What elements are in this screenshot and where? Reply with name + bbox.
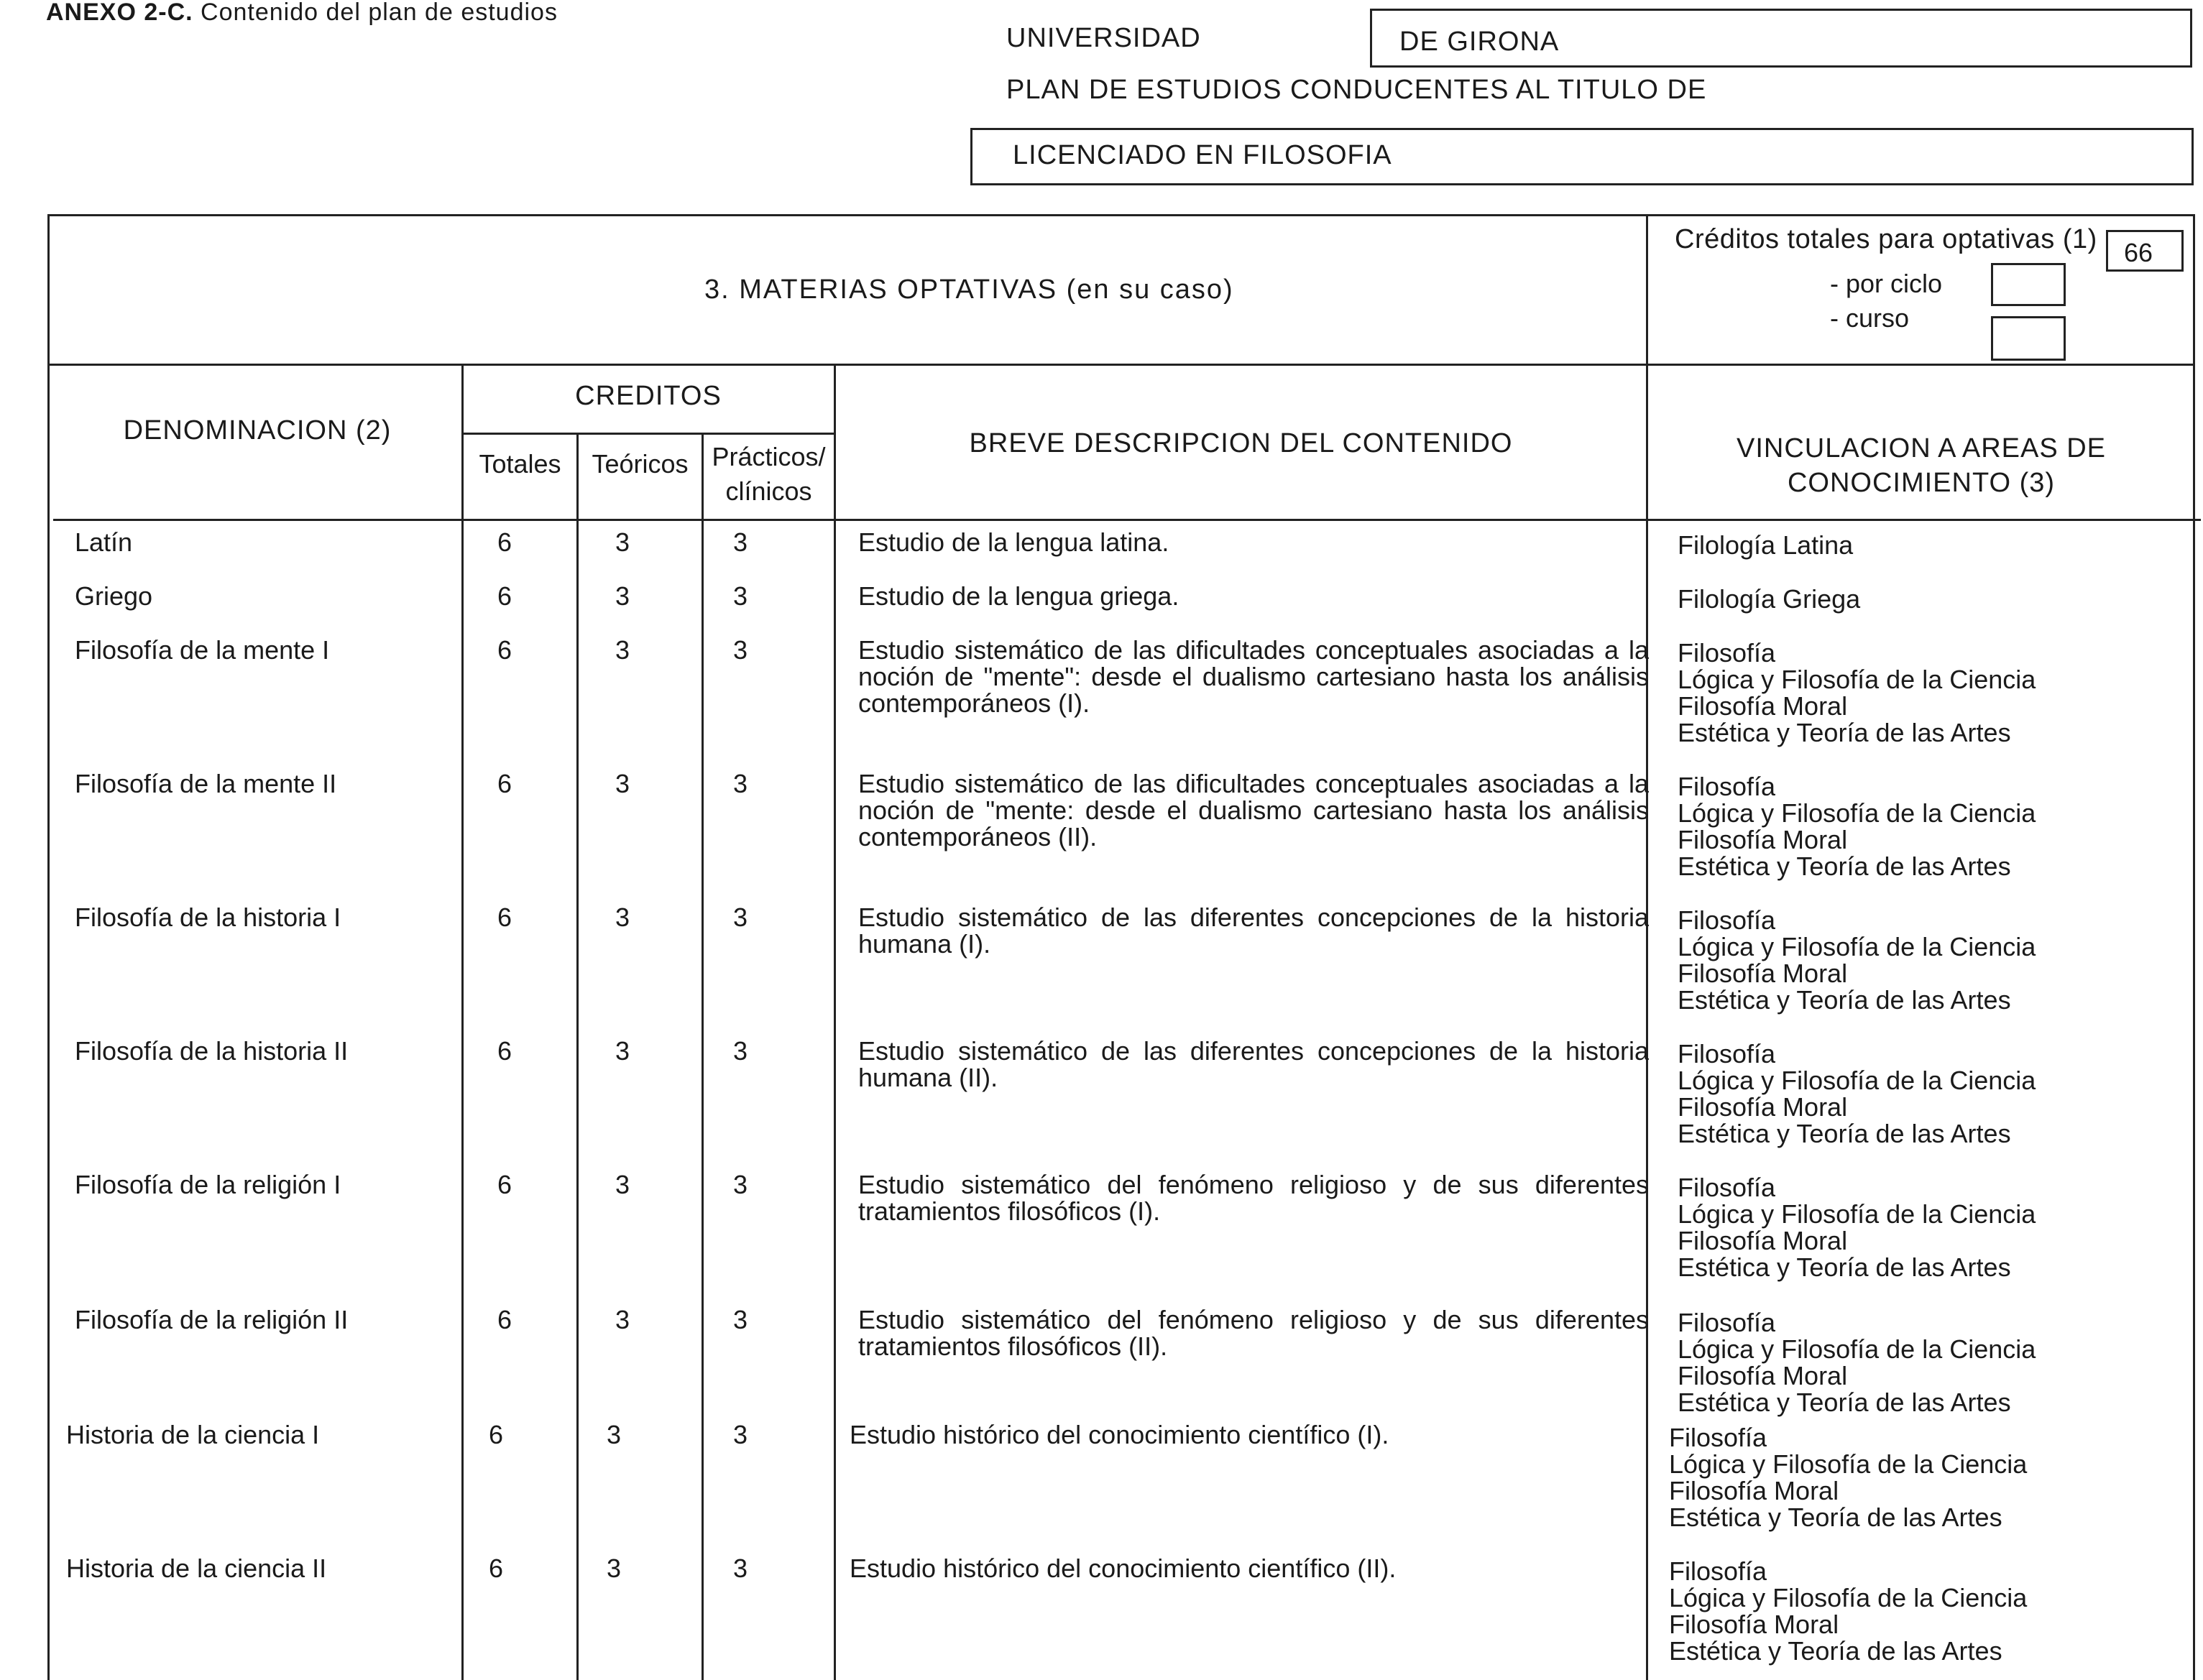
- col-totales: Totales: [479, 449, 561, 479]
- row-practicos: 3: [733, 903, 748, 932]
- plan-label: PLAN DE ESTUDIOS CONDUCENTES AL TITULO DE: [1006, 75, 1707, 105]
- row-teoricos: 3: [615, 1305, 630, 1334]
- row-denominacion: Filosofía de la religión II: [75, 1305, 349, 1334]
- row-practicos: 3: [733, 1170, 748, 1199]
- col-vinculacion: [1648, 431, 2194, 500]
- col-practicos: [704, 440, 834, 509]
- row-descripcion: Estudio histórico del conocimiento científico (I).: [850, 1420, 1389, 1449]
- row-areas: Filosofía Lógica y Filosofía de la Ciencia Filosofía Moral Estética y Teoría de las Artes: [1669, 1423, 2028, 1532]
- row-denominacion: Filosofía de la religión I: [75, 1170, 341, 1199]
- row-denominacion: Filosofía de la mente I: [75, 635, 330, 665]
- row-areas: Filosofía Lógica y Filosofía de la Ciencia Filosofía Moral Estética y Teoría de las Artes: [1678, 1308, 2036, 1417]
- col-vinculacion-line2: CONOCIMIENTO (3): [1787, 468, 2056, 498]
- header-divider: [47, 364, 2195, 366]
- row-descripcion: Estudio sistemático de las dificultades conceptuales asociadas a la noción de "mente: desde el dualismo cartesiano hasta los análisis contemporáneos (II).: [858, 769, 1649, 851]
- section-title: 3. MATERIAS OPTATIVAS (en su caso): [704, 274, 1234, 305]
- col-creditos: CREDITOS: [575, 381, 722, 411]
- totales-column-divider: [461, 364, 464, 1680]
- university-field: [1370, 9, 2192, 68]
- col-vinculacion-line1: VINCULACION A AREAS DE: [1736, 433, 2107, 463]
- row-denominacion: Historia de la ciencia I: [66, 1420, 320, 1449]
- row-areas: Filología Latina: [1678, 530, 1854, 560]
- row-descripcion: Estudio sistemático de las diferentes concepciones de la historia humana (I).: [858, 903, 1649, 959]
- col-denominacion: DENOMINACION (2): [123, 415, 392, 446]
- row-totales: 6: [489, 1554, 504, 1583]
- row-areas: Filosofía Lógica y Filosofía de la Ciencia Filosofía Moral Estética y Teoría de las Artes: [1678, 1039, 2036, 1148]
- row-teoricos: 3: [607, 1554, 622, 1583]
- optional-credits-label: Créditos totales para optativas (1): [1675, 224, 2097, 254]
- row-teoricos: 3: [607, 1420, 622, 1449]
- row-denominacion: Filosofía de la mente II: [75, 769, 337, 798]
- per-course-box: [1991, 316, 2066, 361]
- row-areas: Filosofía Lógica y Filosofía de la Ciencia Filosofía Moral Estética y Teoría de las Artes: [1678, 772, 2036, 881]
- university-label: UNIVERSIDAD: [1006, 23, 1201, 53]
- row-practicos: 3: [733, 1420, 748, 1449]
- row-totales: 6: [497, 903, 512, 932]
- row-practicos: 3: [733, 527, 748, 557]
- row-totales: 6: [497, 527, 512, 557]
- row-teoricos: 3: [615, 527, 630, 557]
- row-totales: 6: [497, 1036, 512, 1066]
- row-descripcion: Estudio histórico del conocimiento científico (II).: [850, 1554, 1397, 1583]
- row-teoricos: 3: [615, 769, 630, 798]
- teoricos-column-divider: [576, 433, 579, 1680]
- practicos-column-divider: [702, 433, 704, 1680]
- row-practicos: 3: [733, 769, 748, 798]
- row-descripcion: Estudio sistemático de las diferentes concepciones de la historia humana (II).: [858, 1036, 1649, 1092]
- row-descripcion: Estudio sistemático del fenómeno religioso y de sus diferentes tratamientos filosóficos (I).: [858, 1170, 1649, 1226]
- row-totales: 6: [489, 1420, 504, 1449]
- university-value: DE GIRONA: [1399, 27, 1560, 57]
- col-practicos-line2: clínicos: [725, 476, 812, 506]
- row-descripcion: Estudio sistemático del fenómeno religioso y de sus diferentes tratamientos filosóficos (II).: [858, 1305, 1649, 1361]
- row-teoricos: 3: [615, 1170, 630, 1199]
- row-teoricos: 3: [615, 903, 630, 932]
- row-teoricos: 3: [615, 635, 630, 665]
- col-descripcion: BREVE DESCRIPCION DEL CONTENIDO: [969, 428, 1513, 458]
- row-practicos: 3: [733, 635, 748, 665]
- description-column-divider: [834, 364, 836, 1680]
- column-header-divider: [53, 519, 2201, 521]
- row-denominacion: Griego: [75, 581, 153, 611]
- per-cycle-label: - por ciclo: [1830, 269, 1943, 298]
- row-practicos: 3: [733, 1036, 748, 1066]
- row-totales: 6: [497, 635, 512, 665]
- row-descripcion: Estudio de la lengua griega.: [858, 581, 1179, 611]
- row-teoricos: 3: [615, 1036, 630, 1066]
- row-denominacion: Historia de la ciencia II: [66, 1554, 327, 1583]
- row-practicos: 3: [733, 581, 748, 611]
- row-totales: 6: [497, 769, 512, 798]
- row-areas: Filosofía Lógica y Filosofía de la Ciencia Filosofía Moral Estética y Teoría de las Artes: [1678, 638, 2036, 747]
- row-totales: 6: [497, 581, 512, 611]
- row-totales: 6: [497, 1170, 512, 1199]
- row-areas: Filología Griega: [1678, 584, 1861, 614]
- creditos-divider: [461, 433, 835, 435]
- row-areas: Filosofía Lógica y Filosofía de la Ciencia Filosofía Moral Estética y Teoría de las Artes: [1678, 1173, 2036, 1282]
- per-course-label: - curso: [1830, 303, 1910, 333]
- optional-credits-box: [2106, 230, 2184, 272]
- row-denominacion: Filosofía de la historia II: [75, 1036, 349, 1066]
- annex-label: ANEXO 2-C.: [46, 0, 193, 26]
- col-teoricos: Teóricos: [592, 449, 689, 479]
- annex-subtitle: Contenido del plan de estudios: [201, 0, 558, 26]
- annex-heading: [46, 0, 558, 27]
- row-descripcion: Estudio sistemático de las dificultades conceptuales asociadas a la noción de "mente": desde el dualismo cartesiano hasta los análisis contemporáneos (I).: [858, 635, 1649, 718]
- degree-title: LICENCIADO EN FILOSOFIA: [1013, 140, 1392, 170]
- degree-title-field: [970, 128, 2194, 185]
- row-practicos: 3: [733, 1554, 748, 1583]
- row-areas: Filosofía Lógica y Filosofía de la Ciencia Filosofía Moral Estética y Teoría de las Artes: [1669, 1556, 2028, 1666]
- row-teoricos: 3: [615, 581, 630, 611]
- optional-credits-value: 66: [2124, 238, 2153, 267]
- row-denominacion: Filosofía de la historia I: [75, 903, 341, 932]
- row-denominacion: Latín: [75, 527, 133, 557]
- col-practicos-line1: Prácticos/: [712, 442, 826, 471]
- row-descripcion: Estudio de la lengua latina.: [858, 527, 1169, 557]
- row-practicos: 3: [733, 1305, 748, 1334]
- row-areas: Filosofía Lógica y Filosofía de la Ciencia Filosofía Moral Estética y Teoría de las Artes: [1678, 905, 2036, 1015]
- per-cycle-box: [1991, 263, 2066, 306]
- row-totales: 6: [497, 1305, 512, 1334]
